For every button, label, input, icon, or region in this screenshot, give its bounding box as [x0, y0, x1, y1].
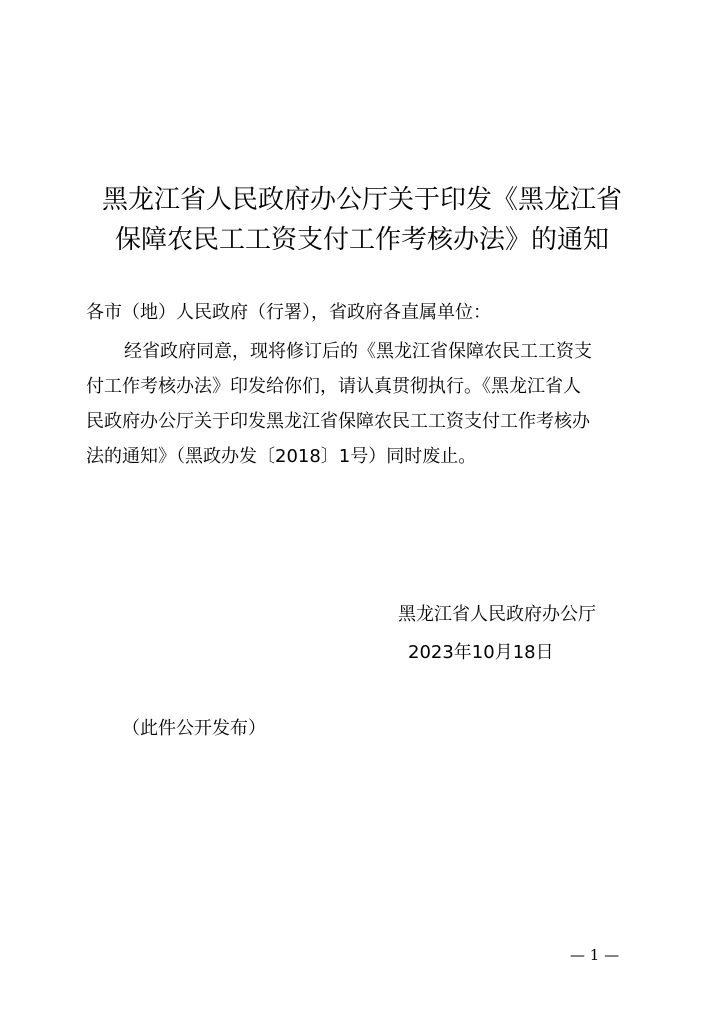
issue-date: 2023年10月18日 [408, 642, 554, 663]
body-line: 付工作考核办法》印发给你们，请认真贯彻执行。《黑龙江省人 [86, 376, 581, 397]
body-paragraph [86, 334, 642, 474]
body-line: 民政府办公厅关于印发黑龙江省保障农民工工资支付工作考核办 [86, 411, 590, 432]
title-line: 黑龙江省人民政府办公厅关于印发《黑龙江省 [101, 185, 622, 215]
document-title [60, 180, 664, 260]
publication-notice: （此件公开发布） [122, 718, 266, 739]
page-number: — 1 — [570, 946, 620, 964]
body-line: 法的通知》（黑政办发〔2018〕1号）同时废止。 [86, 446, 477, 467]
title-line: 保障农民工工资支付工作考核办法》的通知 [114, 225, 609, 255]
salutation: 各市（地）人民政府（行署），省政府各直属单位： [86, 302, 491, 323]
body-line: 经省政府同意，现将修订后的《黑龙江省保障农民工工资支 [124, 341, 592, 362]
issuing-authority: 黑龙江省人民政府办公厅 [398, 604, 596, 625]
